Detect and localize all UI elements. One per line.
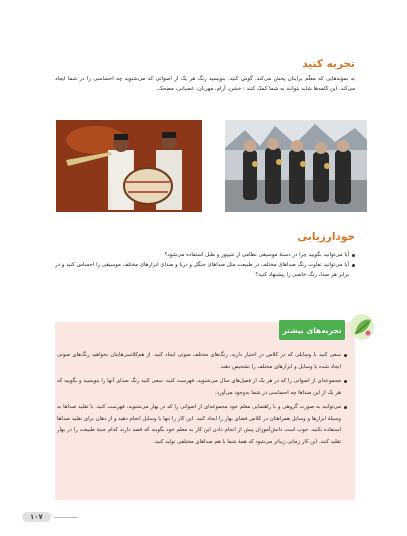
self-assessment-list [55, 250, 355, 280]
experience-text: به نمونه‌هایی که معلّم برایتان پخش می‌کند، گوش کنید. بنویسید رنگ هر یک از اصواتی که می‌شنوید چه احساسی را در شما ایجاد می‌کند. این کلمه‌ها شاید بتوانند به شما کمک کنند : خشن، آرام، مهربان، عصبانی، مضحک. [55, 76, 355, 92]
leaf-decoration-icon [347, 312, 377, 342]
more-experiences-text [57, 350, 347, 451]
more-experiences-item: مجموعه‌ای از اصواتی را که در هر یک از فصل‌های سال می‌شنوید، فهرست کنید. سعی کنید رنگ صدای آنها را بنویسید و بگویید که هر یک از این صداها چه احساسی در شما به‌وجود می‌آورد. [57, 376, 347, 399]
military-band-photo [225, 120, 367, 212]
page-number-label: ۱۰۷ [22, 512, 51, 522]
experience-heading: تجربه کنید [302, 58, 355, 70]
folk-musicians-photo [56, 120, 202, 212]
self-assessment-item: آیا می‌توانید تفاوت رنگ صداهای مختلف در طبیعت مثل صداهای جنگل و دریا و صدای ابزارهای مختلف موسیقی را احساس کنید و در برابر هر صدا، رنگ خاصی را پیشنهاد کنید؟ [55, 260, 355, 280]
page-number-rule [54, 517, 78, 518]
page-number [22, 510, 78, 524]
more-experiences-item: سعی کنید با وسایلی که در کلاس در اختیار دارید، رنگ‌های مختلف صوتی ایجاد کنید. از هم‌کلاسی‌هایتان بخواهید رنگ‌های صوتی ایجاد شده با وسایل و ابزارهای مختلف را تشخیص دهند. [57, 350, 347, 373]
self-assessment-item: آیا می‌توانید بگویید چرا در دستهٔ موسیقی نظامی از شیپور و طبل استفاده می‌شود؟ [55, 250, 355, 260]
more-experiences-item: می‌توانید به صورت گروهی و با راهنمایی معلم خود مجموعه‌ای از اصواتی را که در بهار می‌شنوید، فهرست کنید. با تقلید صداها به وسیلهٔ ابزارها و وسایل همراهتان در کلاس فضای بهار را ایجاد کنید. این کار را تنها با وسایل انجام دهید و از دهان برای تقلید صداها استفاده نکنید. خوب است دانش‌آموزان پیش از انجام دادن این کار به معلم خود بگویند که قصد دارند کدام جنبهٔ طبیعت را در بهار تقلید کنند. این کار زمانی زیباتر می‌شود که همهٔ شما با هم صداهای مختلفی تولید کنید. [57, 402, 347, 448]
self-assessment-heading: خودارزیابی [297, 231, 355, 243]
more-experiences-title: تجربه‌های بیشتر [279, 320, 345, 340]
